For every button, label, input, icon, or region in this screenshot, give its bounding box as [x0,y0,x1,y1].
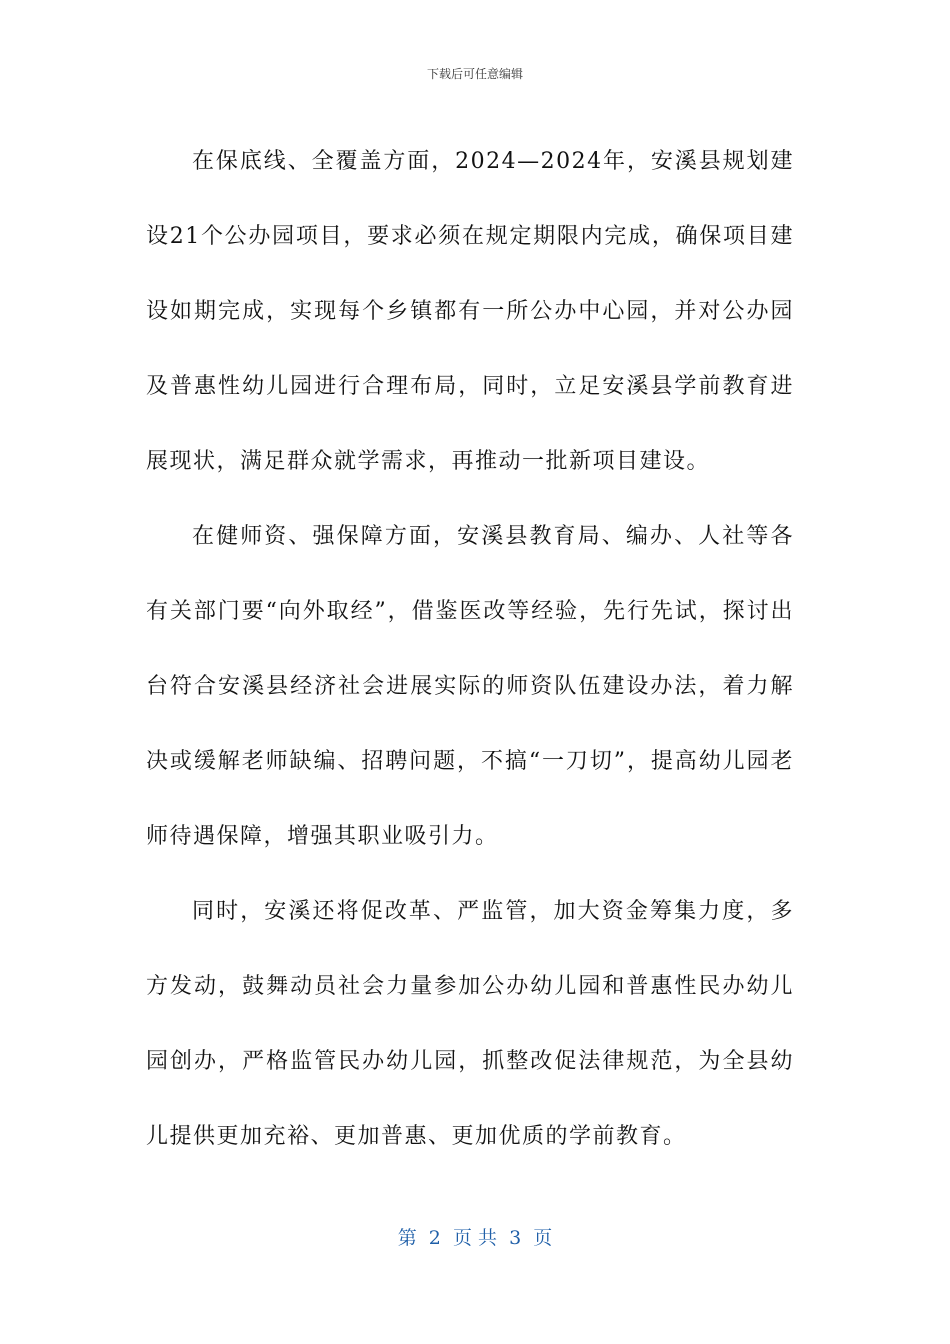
paragraph-1: 在保底线、全覆盖方面，2024—2024年，安溪县规划建设21个公办园项目，要求必须在规定期限内完成，确保项目建设如期完成，实现每个乡镇都有一所公办中心园，并对公办园及普惠性幼儿园进行合理布局，同时，立足安溪县学前教育进展现状，满足群众就学需求，再推动一批新项目建设。 [146,149,794,474]
paragraph-2: 在健师资、强保障方面，安溪县教育局、编办、人社等各有关部门要“向外取经”，借鉴医改等经验，先行先试，探讨出台符合安溪县经济社会进展实际的师资队伍建设办法，着力解决或缓解老师缺编、招聘问题，不搞“一刀切”，提高幼儿园老师待遇保障，增强其职业吸引力。 [146,524,794,849]
document-body [146,124,794,1174]
page-number-footer: 第 2 页 共 3 页 [397,1227,553,1249]
page-header: 下载后可任意编辑 [426,67,523,81]
paragraph-3: 同时，安溪还将促改革、严监管，加大资金筹集力度，多方发动，鼓舞动员社会力量参加公办幼儿园和普惠性民办幼儿园创办，严格监管民办幼儿园，抓整改促法律规范，为全县幼儿提供更加充裕、更加普惠、更加优质的学前教育。 [146,899,794,1149]
